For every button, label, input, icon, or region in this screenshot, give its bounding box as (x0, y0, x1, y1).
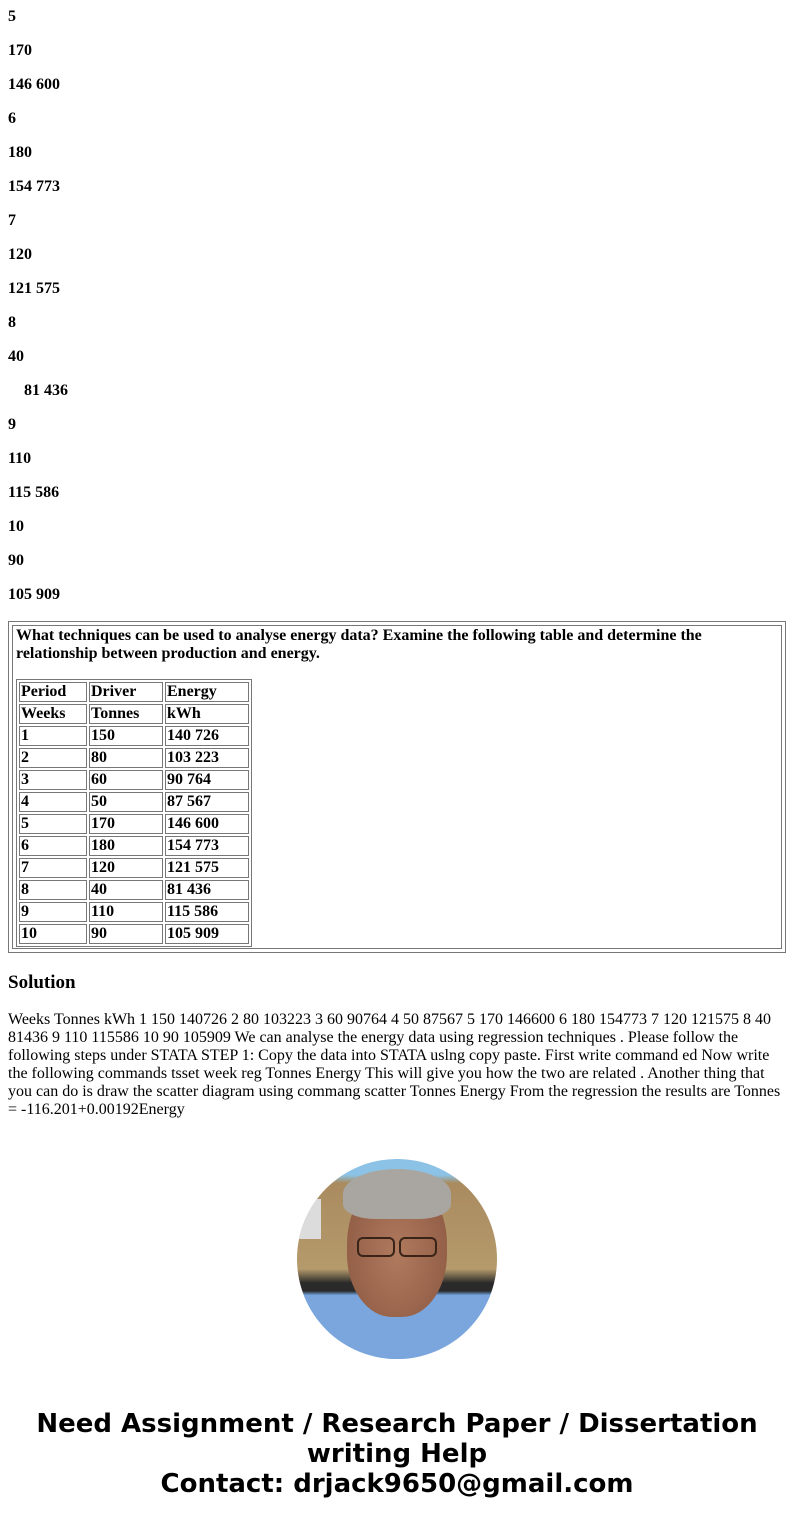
tonnes-cell: 50 (89, 792, 163, 812)
list-item: 10 (8, 518, 24, 535)
week-cell: 10 (19, 924, 87, 944)
tonnes-cell: 60 (89, 770, 163, 790)
header-cell: Period (19, 682, 87, 702)
header-cell: Driver (89, 682, 163, 702)
tonnes-cell: 80 (89, 748, 163, 768)
energy-cell: 81 436 (165, 880, 249, 900)
table-row (19, 814, 249, 834)
week-cell: 9 (19, 902, 87, 922)
header-cell: kWh (165, 704, 249, 724)
energy-cell: 154 773 (165, 836, 249, 856)
glasses-icon (357, 1237, 437, 1255)
list-item: 9 (8, 416, 16, 433)
list-item: 180 (8, 144, 32, 161)
list-item: 7 (8, 212, 16, 229)
tonnes-cell: 170 (89, 814, 163, 834)
week-cell: 3 (19, 770, 87, 790)
energy-cell: 115 586 (165, 902, 249, 922)
energy-cell: 90 764 (165, 770, 249, 790)
list-item: 170 (8, 42, 32, 59)
list-item: 90 (8, 552, 24, 569)
table-row (19, 902, 249, 922)
top-value-list (8, 0, 786, 612)
tonnes-cell: 120 (89, 858, 163, 878)
list-item: 81 436 (24, 382, 68, 399)
list-item: 121 575 (8, 280, 60, 297)
energy-cell: 146 600 (165, 814, 249, 834)
header-cell: Tonnes (89, 704, 163, 724)
list-item: 40 (8, 348, 24, 365)
list-item: 8 (8, 314, 16, 331)
solution-heading: Solution (8, 972, 76, 993)
list-item: 146 600 (8, 76, 60, 93)
week-cell: 2 (19, 748, 87, 768)
list-item: 110 (8, 450, 32, 467)
table-row (19, 792, 249, 812)
header-cell: Energy (165, 682, 249, 702)
list-item: 154 773 (8, 178, 60, 195)
table-row (19, 880, 249, 900)
energy-cell: 140 726 (165, 726, 249, 746)
tonnes-cell: 110 (89, 902, 163, 922)
solution-text: Weeks Tonnes kWh 1 150 140726 2 80 103223 3 60 90764 4 50 87567 5 170 146600 6 180 154773 7 120 121575 8 40 81436 9 110 115586 10 90 105909 We can analyse the energy data using regression techniques . Please follow the following steps under STATA STEP 1: Copy the data into STATA uslng copy paste. First write command ed Now write the following commands tsset week reg Tonnes Energy This will give you how the two are related . Another thing that you can do is draw the scatter diagram using commang scatter Tonnes Energy From the regression the results are Tonnes = -116.201+0.00192Energy (8, 1011, 781, 1118)
background-window (299, 1199, 321, 1239)
week-cell: 1 (19, 726, 87, 746)
week-cell: 6 (19, 836, 87, 856)
energy-data-table (16, 679, 252, 947)
promo-banner (8, 1409, 786, 1499)
week-cell: 4 (19, 792, 87, 812)
table-row (19, 924, 249, 944)
header-cell: Weeks (19, 704, 87, 724)
energy-cell: 121 575 (165, 858, 249, 878)
promo-contact: Contact: drjack9650@gmail.com (160, 1469, 634, 1499)
list-item: 6 (8, 110, 16, 127)
question-text: What techniques can be used to analyse energy data? Examine the following table and determine the relationship between production and energy. (16, 627, 702, 662)
table-row (19, 858, 249, 878)
list-item: 5 (8, 8, 16, 25)
week-cell: 5 (19, 814, 87, 834)
tonnes-cell: 90 (89, 924, 163, 944)
table-header-row (19, 682, 249, 702)
list-item: 105 909 (8, 586, 60, 603)
tonnes-cell: 150 (89, 726, 163, 746)
list-item: 115 586 (8, 484, 60, 501)
week-cell: 8 (19, 880, 87, 900)
table-row (19, 770, 249, 790)
table-row (19, 748, 249, 768)
table-row (19, 726, 249, 746)
table-header-row (19, 704, 249, 724)
energy-cell: 87 567 (165, 792, 249, 812)
hair-shape (343, 1169, 451, 1219)
week-cell: 7 (19, 858, 87, 878)
energy-cell: 105 909 (165, 924, 249, 944)
tonnes-cell: 180 (89, 836, 163, 856)
table-row (19, 836, 249, 856)
list-item: 120 (8, 246, 32, 263)
tonnes-cell: 40 (89, 880, 163, 900)
energy-cell: 103 223 (165, 748, 249, 768)
question-container (8, 621, 786, 953)
promo-headline: Need Assignment / Research Paper / Dissertation writing Help (36, 1409, 758, 1469)
author-avatar (297, 1159, 497, 1359)
